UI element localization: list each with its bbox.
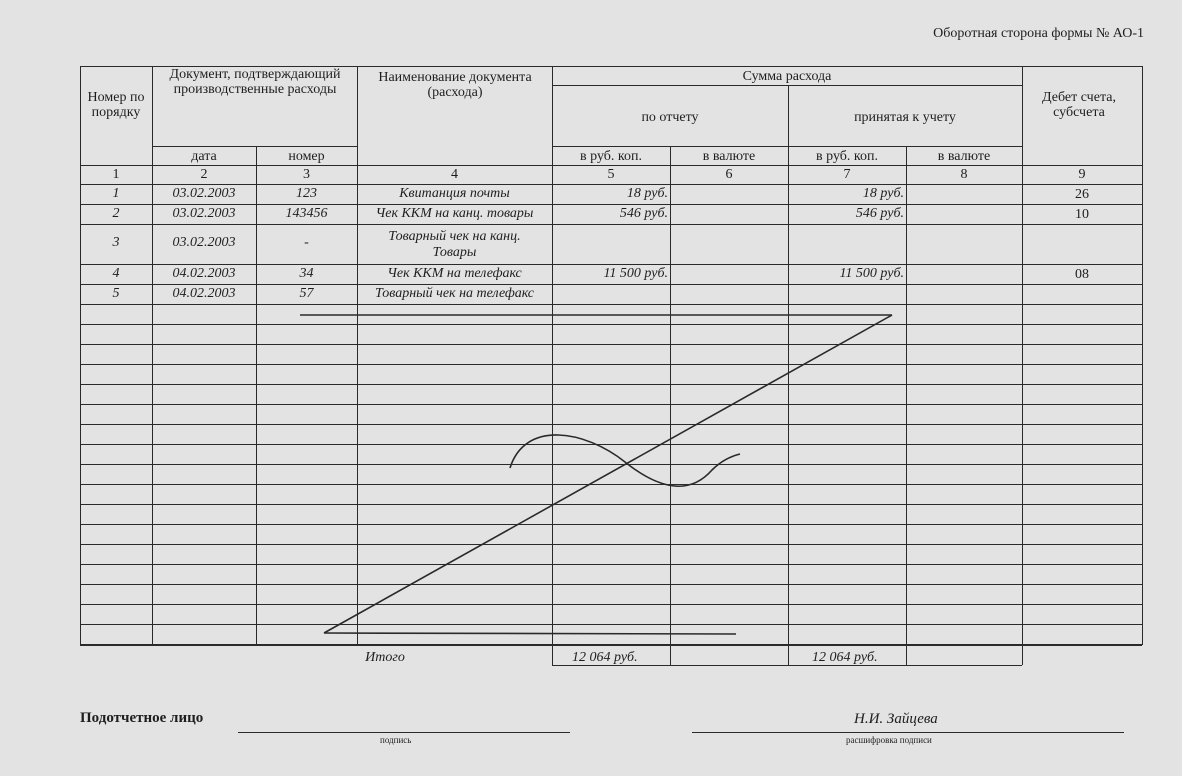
totals-label: Итого (365, 650, 405, 665)
name-line (692, 732, 1124, 733)
form-title: Оборотная сторона формы № АО-1 (933, 26, 1144, 41)
col-number-3: 3 (303, 167, 310, 182)
row2-num: 143456 (285, 206, 328, 221)
row3-name-line2: Товары (432, 245, 477, 260)
header-accepted: принятая к учету (854, 110, 956, 125)
header-rep-cur: в валюте (702, 149, 756, 164)
header-rep-rub: в руб. коп. (580, 149, 642, 164)
col-number-6: 6 (725, 167, 733, 182)
row1-rep-rub: 18 руб. (626, 186, 668, 201)
name-value: Н.И. Зайцева (854, 711, 938, 727)
row2-date: 03.02.2003 (172, 206, 236, 221)
signature-caption: подпись (380, 735, 412, 745)
row1-num: 123 (296, 186, 317, 201)
header-debit: Дебет счета, субсчета (1042, 90, 1116, 120)
row3-date: 03.02.2003 (172, 235, 236, 250)
header-sum: Сумма расхода (742, 69, 832, 84)
header-num: номер (288, 149, 325, 164)
col-number-7: 7 (843, 167, 851, 182)
signature-line (238, 732, 570, 733)
row1-debit: 26 (1075, 187, 1089, 202)
row1-acc-rub: 18 руб. (862, 186, 904, 201)
header-name: Наименование документа (расхода) (378, 70, 532, 100)
row5-no: 5 (112, 286, 120, 301)
row5-name: Товарный чек на телефакс (374, 286, 535, 301)
header-acc-cur: в валюте (937, 149, 991, 164)
totals-rep-rub: 12 064 руб. (572, 650, 638, 665)
row4-name: Чек ККМ на телефакс (387, 266, 522, 281)
header-acc-rub: в руб. коп. (816, 149, 878, 164)
row5-num: 57 (299, 286, 314, 301)
row1-name: Квитанция почты (399, 186, 510, 201)
squiggle-mark (510, 435, 740, 486)
row4-num: 34 (299, 266, 314, 281)
row1-date: 03.02.2003 (172, 186, 236, 201)
strike-bottom-line (324, 633, 736, 634)
row1-no: 1 (112, 186, 120, 201)
row4-no: 4 (112, 266, 120, 281)
row3-num: - (304, 235, 309, 250)
row2-name: Чек ККМ на канц. товары (375, 206, 534, 221)
row2-rep-rub: 546 руб. (619, 206, 668, 221)
col-number-2: 2 (200, 167, 208, 182)
col-number-9: 9 (1078, 167, 1086, 182)
col-number-4: 4 (451, 167, 458, 182)
header-document: Документ, подтверждающий производственные расходы (169, 67, 341, 97)
col-number-8: 8 (960, 167, 968, 182)
accountable-label: Подотчетное лицо (80, 710, 204, 726)
row4-rep-rub: 11 500 руб. (603, 266, 668, 281)
col-number-1: 1 (112, 167, 120, 182)
row2-no: 2 (112, 206, 120, 221)
totals-acc-rub: 12 064 руб. (812, 650, 878, 665)
row3-no: 3 (112, 235, 120, 250)
header-number: Номер по порядку (87, 90, 145, 120)
row3-name-line1: Товарный чек на канц. (388, 229, 521, 244)
row2-debit: 10 (1075, 207, 1089, 222)
row4-debit: 08 (1075, 267, 1089, 282)
header-date: дата (191, 149, 217, 164)
row4-date: 04.02.2003 (172, 266, 236, 281)
row5-date: 04.02.2003 (172, 286, 236, 301)
row2-acc-rub: 546 руб. (855, 206, 904, 221)
name-caption: расшифровка подписи (846, 735, 932, 745)
col-number-5: 5 (607, 167, 615, 182)
strike-diagonal (324, 315, 892, 633)
header-by-report: по отчету (641, 110, 699, 125)
row4-acc-rub: 11 500 руб. (839, 266, 904, 281)
